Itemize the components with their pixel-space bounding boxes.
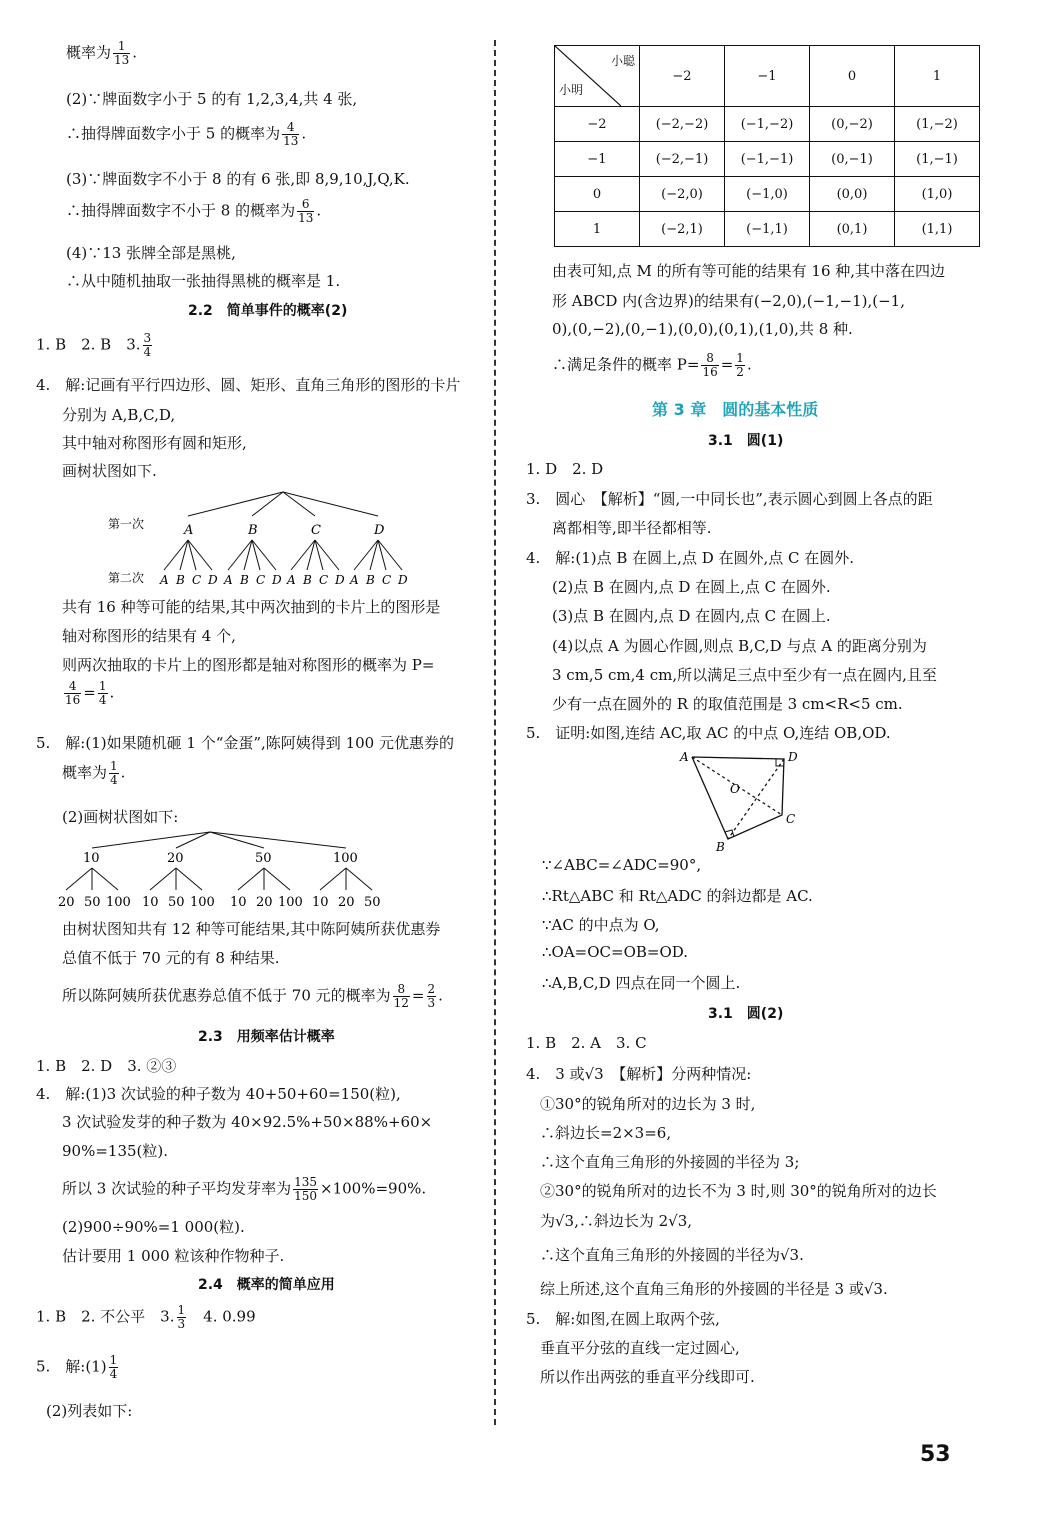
row-header: 0 bbox=[555, 177, 640, 212]
tree-leaf: A bbox=[287, 573, 296, 587]
table-row bbox=[555, 177, 980, 212]
tree-leaf: 50 bbox=[168, 895, 185, 910]
text-line: (4)∵13 张牌全部是黑桃, bbox=[66, 244, 236, 262]
tree-branch bbox=[176, 868, 202, 890]
tree-leaf: 20 bbox=[338, 895, 355, 910]
text-line: 共有 16 种等可能的结果,其中两次抽到的卡片上的图形是 bbox=[62, 598, 441, 616]
tree-node: D bbox=[374, 523, 385, 538]
text-line: (2)∵牌面数字小于 5 的有 1,2,3,4,共 4 张, bbox=[66, 90, 358, 108]
table-row bbox=[555, 107, 980, 142]
table-row bbox=[555, 212, 980, 247]
tree-leaf: D bbox=[272, 573, 282, 587]
table-cell: (−2,−1) bbox=[640, 142, 725, 177]
table-cell: (1,−2) bbox=[895, 107, 980, 142]
tree-branch bbox=[92, 868, 118, 890]
fraction: $\frac{1}{4}$ bbox=[109, 1353, 118, 1381]
tree-leaf: B bbox=[366, 573, 375, 587]
point-label-a: A bbox=[680, 750, 689, 764]
tree-label-first: 第一次 bbox=[108, 517, 145, 531]
text-line: 轴对称图形的结果有 4 个, bbox=[62, 627, 236, 645]
fraction: $\frac{4}{16}$ bbox=[65, 679, 81, 707]
table-corner bbox=[555, 46, 640, 107]
section-title: 2.4 概率的简单应用 bbox=[198, 1277, 335, 1293]
text-line: (4)以点 A 为圆心作圆,则点 B,C,D 与点 A 的距离分别为 bbox=[552, 637, 927, 655]
table-cell: (−1,−1) bbox=[725, 142, 810, 177]
text-line: (2)画树状图如下: bbox=[62, 808, 179, 826]
tree-leaf: B bbox=[303, 573, 312, 587]
tree-leaf: 10 bbox=[230, 895, 247, 910]
tree-branch bbox=[264, 868, 290, 890]
text-line: 离都相等,即半径都相等. bbox=[552, 519, 712, 537]
text-line: 所以 3 次试验的种子平均发芽率为 $\frac{135}{150}$ ×100%=90%. bbox=[62, 1175, 427, 1203]
column-header: −2 bbox=[640, 46, 725, 107]
table-cell: (−1,−2) bbox=[725, 107, 810, 142]
text-line: 5. 解:(1) $\frac{1}{4}$ bbox=[36, 1353, 118, 1381]
text-line: ∴斜边长=2×3=6, bbox=[540, 1124, 672, 1142]
tree-branch bbox=[320, 868, 346, 890]
text-line: 由树状图知共有 12 种等可能结果,其中陈阿姨所获优惠券 bbox=[62, 920, 441, 938]
text-line: (3)∵牌面数字不小于 8 的有 6 张,即 8,9,10,J,Q,K. bbox=[66, 170, 410, 188]
column-header: 0 bbox=[810, 46, 895, 107]
text-line: ∴抽得牌面数字不小于 8 的概率为 $\frac{6}{13}$ . bbox=[66, 197, 322, 225]
tree-branch bbox=[346, 868, 372, 890]
tree-node: 20 bbox=[167, 851, 184, 866]
tree-branch bbox=[150, 868, 176, 890]
tree-leaf: 10 bbox=[142, 895, 159, 910]
tree-branch bbox=[238, 868, 264, 890]
tree-leaf: D bbox=[398, 573, 408, 587]
tree-label-second: 第二次 bbox=[108, 571, 145, 585]
tree-leaf: A bbox=[350, 573, 359, 587]
table-cell: (−1,0) bbox=[725, 177, 810, 212]
fraction: $\frac{135}{150}$ bbox=[294, 1175, 317, 1203]
text-line: ∴OA=OC=OB=OD. bbox=[542, 943, 689, 961]
section-title: 3.1 圆(2) bbox=[708, 1006, 784, 1022]
text-line: ∴这个直角三角形的外接圆的半径为 3; bbox=[540, 1153, 800, 1171]
table-cell: (1,1) bbox=[895, 212, 980, 247]
tree-leaf: C bbox=[382, 573, 392, 587]
text-line: (2)900÷90%=1 000(粒). bbox=[62, 1218, 245, 1236]
text-line: 形 ABCD 内(含边界)的结果有(−2,0),(−1,−1),(−1, bbox=[552, 292, 905, 310]
text-line: ∴A,B,C,D 四点在同一个圆上. bbox=[542, 974, 741, 992]
tree-node: 50 bbox=[255, 851, 272, 866]
text-line: ∵∠ABC=∠ADC=90°, bbox=[542, 856, 702, 874]
answer-line: 1. B 2. B 3. $\frac{3}{4}$ bbox=[36, 331, 152, 359]
tree-node: A bbox=[184, 523, 194, 538]
text-line: ∴这个直角三角形的外接圆的半径为√3. bbox=[540, 1246, 804, 1264]
row-header: −1 bbox=[555, 142, 640, 177]
table-cell: (0,1) bbox=[810, 212, 895, 247]
text-line: 综上所述,这个直角三角形的外接圆的半径是 3 或√3. bbox=[540, 1280, 888, 1298]
text-line: 0),(0,−2),(0,−1),(0,0),(0,1),(1,0),共 8 种. bbox=[552, 320, 853, 338]
tree-leaf: C bbox=[256, 573, 266, 587]
text-line: 5. 证明:如图,连结 AC,取 AC 的中点 O,连结 OB,OD. bbox=[526, 724, 891, 742]
section-title: 3.1 圆(1) bbox=[708, 433, 784, 449]
text-line: (2)点 B 在圆内,点 D 在圆上,点 C 在圆外. bbox=[552, 578, 831, 596]
text-line: 估计要用 1 000 粒该种作物种子. bbox=[62, 1247, 285, 1265]
text-line: ∴Rt△ABC 和 Rt△ADC 的斜边都是 AC. bbox=[542, 887, 813, 905]
text-line: ②30°的锐角所对的边长不为 3 时,则 30°的锐角所对的边长 bbox=[540, 1182, 937, 1200]
table-cell: (0,−2) bbox=[810, 107, 895, 142]
table-cell: (−2,1) bbox=[640, 212, 725, 247]
tree-leaf: 100 bbox=[278, 895, 303, 910]
column-header: 1 bbox=[895, 46, 980, 107]
text-line: 5. 解:(1)如果随机砸 1 个“金蛋”,陈阿姨得到 100 元优惠券的 bbox=[36, 734, 454, 752]
text-line: (2)列表如下: bbox=[46, 1402, 133, 1420]
point-label-c: C bbox=[786, 812, 796, 826]
tree-leaf: A bbox=[160, 573, 169, 587]
column-divider bbox=[494, 40, 496, 1425]
tree-diagram-2 bbox=[50, 828, 430, 912]
text-line: 90%=135(粒). bbox=[62, 1142, 169, 1160]
fraction: $\frac{1}{3}$ bbox=[177, 1303, 186, 1331]
text-line: ∴抽得牌面数字小于 5 的概率为 $\frac{4}{13}$ . bbox=[66, 120, 307, 148]
tree-leaf: 20 bbox=[256, 895, 273, 910]
text-line: 4. 3 或√3 【解析】分两种情况: bbox=[526, 1065, 752, 1083]
text-line: 则两次抽取的卡片上的图形都是轴对称图形的概率为 P= bbox=[62, 656, 435, 674]
text-line: (3)点 B 在圆内,点 D 在圆内,点 C 在圆上. bbox=[552, 607, 831, 625]
section-title: 2.3 用频率估计概率 bbox=[198, 1029, 335, 1045]
point-label-b: B bbox=[716, 840, 725, 854]
tree-leaf: 100 bbox=[190, 895, 215, 910]
tree-diagram-1 bbox=[100, 488, 430, 592]
text-line: 概率为 $\frac{1}{4}$ . bbox=[62, 759, 126, 787]
equation-line: $\frac{4}{16}$ = $\frac{1}{4}$ . bbox=[65, 679, 115, 707]
text-line: 总值不低于 70 元的有 8 种结果. bbox=[62, 949, 280, 967]
table-cell: (1,−1) bbox=[895, 142, 980, 177]
answer-line: 1. D 2. D bbox=[526, 460, 604, 478]
tree-branch bbox=[66, 868, 92, 890]
tree-node: 10 bbox=[83, 851, 100, 866]
fraction: $\frac{1}{4}$ bbox=[110, 759, 118, 787]
tree-leaf: B bbox=[176, 573, 185, 587]
text-line: 画树状图如下. bbox=[62, 462, 157, 480]
fraction: $\frac{4}{13}$ bbox=[283, 120, 299, 148]
tree-leaf: D bbox=[335, 573, 345, 587]
tree-leaf: C bbox=[192, 573, 202, 587]
text-line: 3 次试验发芽的种子数为 40×92.5%+50×88%+60× bbox=[62, 1113, 433, 1131]
fraction: $\frac{3}{4}$ bbox=[143, 331, 152, 359]
text-line: 为√3,∴斜边长为 2√3, bbox=[540, 1212, 693, 1230]
point-label-d: D bbox=[788, 750, 798, 764]
fraction: $\frac{8}{12}$ bbox=[393, 982, 409, 1010]
answer-line: 1. B 2. A 3. C bbox=[526, 1034, 647, 1052]
tree-node: B bbox=[248, 523, 258, 538]
table-cell: (−1,1) bbox=[725, 212, 810, 247]
text-line: 所以作出两弦的垂直平分线即可. bbox=[540, 1368, 755, 1386]
chapter-title: 第 3 章 圆的基本性质 bbox=[652, 400, 819, 419]
text-line: 其中轴对称图形有圆和矩形, bbox=[62, 434, 247, 452]
table-cell: (0,0) bbox=[810, 177, 895, 212]
text-line: 5. 解:如图,在圆上取两个弦, bbox=[526, 1310, 720, 1328]
text-line: 4. 解:(1)3 次试验的种子数为 40+50+60=150(粒), bbox=[36, 1085, 401, 1103]
tree-leaf: A bbox=[224, 573, 233, 587]
answer-line: 1. B 2. 不公平 3. $\frac{1}{3}$ 4. 0.99 bbox=[36, 1303, 256, 1331]
point-label-o: O bbox=[730, 782, 740, 796]
table-cell: (0,−1) bbox=[810, 142, 895, 177]
text-line: ∴从中随机抽取一张抽得黑桃的概率是 1. bbox=[66, 272, 341, 290]
text-line: ∴满足条件的概率 P= $\frac{8}{16}$ = $\frac{1}{2}$ . bbox=[552, 351, 752, 379]
fraction: $\frac{1}{13}$ bbox=[114, 39, 130, 67]
page-number: 53 bbox=[920, 1442, 951, 1467]
tree-leaf: C bbox=[319, 573, 329, 587]
row-header: 1 bbox=[555, 212, 640, 247]
text-line: ①30°的锐角所对的边长为 3 时, bbox=[540, 1095, 756, 1113]
tree-leaf: D bbox=[208, 573, 218, 587]
tree-leaf: 50 bbox=[364, 895, 381, 910]
fraction: $\frac{6}{13}$ bbox=[298, 197, 314, 225]
text-line: 概率为 $\frac{1}{13}$ . bbox=[66, 39, 138, 67]
tree-leaf: 100 bbox=[106, 895, 131, 910]
corner-label-top: 小聪 bbox=[610, 54, 635, 68]
tree-leaf: 20 bbox=[58, 895, 75, 910]
text-line: 由表可知,点 M 的所有等可能的结果有 16 种,其中落在四边 bbox=[552, 262, 946, 280]
fraction: $\frac{8}{16}$ bbox=[702, 351, 718, 379]
section-title: 2.2 简单事件的概率(2) bbox=[188, 303, 348, 319]
corner-label-bottom: 小明 bbox=[559, 83, 584, 97]
fraction: $\frac{1}{4}$ bbox=[98, 679, 107, 707]
tree-node: 100 bbox=[333, 851, 358, 866]
result-table bbox=[554, 45, 980, 247]
table-row bbox=[555, 142, 980, 177]
text-line: 4. 解:记画有平行四边形、圆、矩形、直角三角形的图形的卡片 bbox=[36, 376, 461, 394]
text-line: 3. 圆心 【解析】“圆,一中同长也”,表示圆心到圆上各点的距 bbox=[526, 490, 933, 508]
column-header: −1 bbox=[725, 46, 810, 107]
fraction: $\frac{1}{2}$ bbox=[736, 351, 744, 379]
fraction: $\frac{2}{3}$ bbox=[427, 982, 436, 1010]
text-line: 垂直平分弦的直线一定过圆心, bbox=[540, 1339, 740, 1357]
table-cell: (−2,0) bbox=[640, 177, 725, 212]
text-line: 4. 解:(1)点 B 在圆上,点 D 在圆外,点 C 在圆外. bbox=[526, 549, 855, 567]
table-cell: (−2,−2) bbox=[640, 107, 725, 142]
tree-leaf: B bbox=[240, 573, 249, 587]
text-line: ∵AC 的中点为 O, bbox=[542, 916, 660, 934]
row-header: −2 bbox=[555, 107, 640, 142]
tree-leaf: 10 bbox=[312, 895, 329, 910]
quadrilateral-figure bbox=[672, 745, 812, 855]
text-line: 3 cm,5 cm,4 cm,所以满足三点中至少有一点在圆内,且至 bbox=[552, 666, 937, 684]
tree-node: C bbox=[311, 523, 321, 538]
tree-leaf: 50 bbox=[84, 895, 101, 910]
text-line: 所以陈阿姨所获优惠券总值不低于 70 元的概率为 $\frac{8}{12}$ = $\frac{2}{3}$ . bbox=[62, 982, 443, 1010]
text-line: 少有一点在圆外的 R 的取值范围是 3 cm<R<5 cm. bbox=[552, 695, 903, 713]
table-cell: (1,0) bbox=[895, 177, 980, 212]
text-line: 分别为 A,B,C,D, bbox=[62, 406, 176, 424]
answer-line: 1. B 2. D 3. ②③ bbox=[36, 1057, 177, 1075]
